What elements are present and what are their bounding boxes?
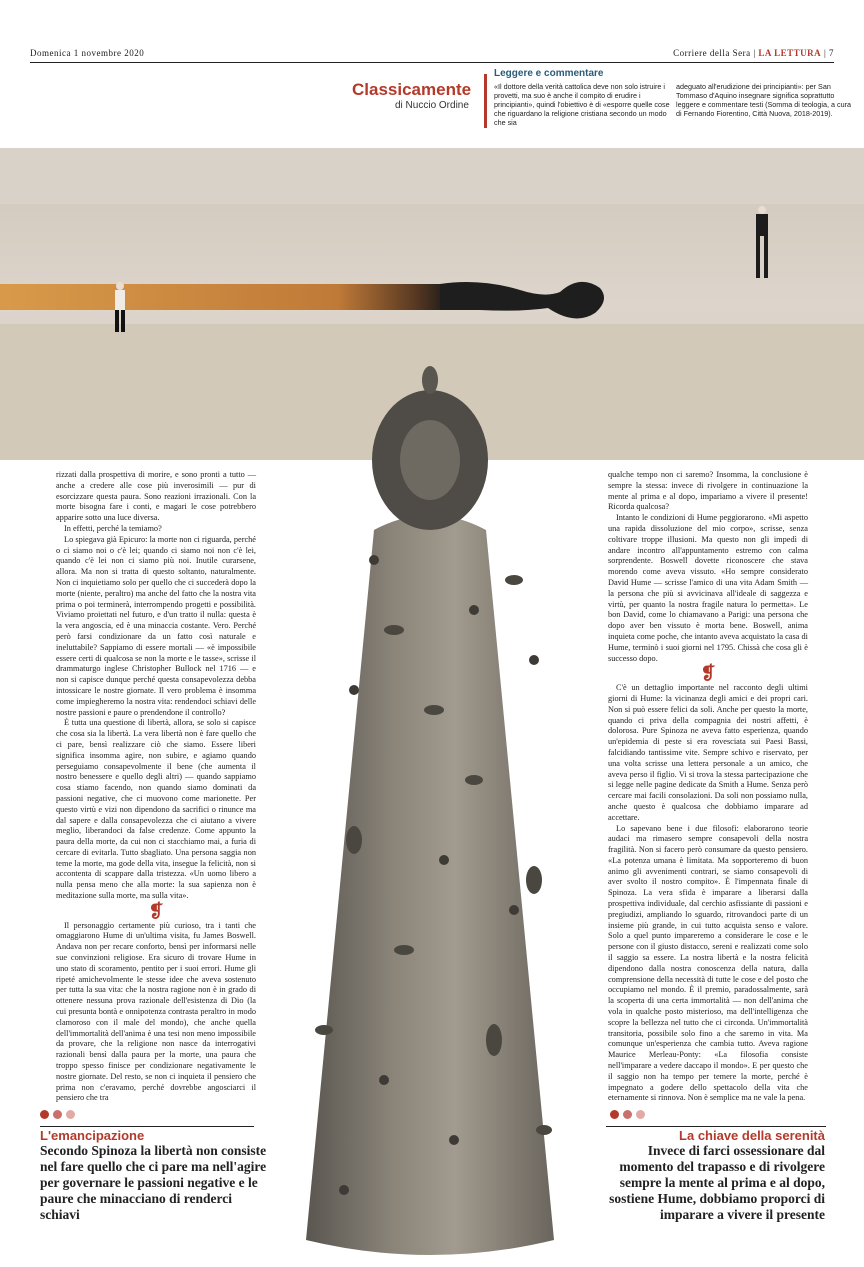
- article-column-left: [56, 470, 256, 1104]
- paragraph: È tutta una questione di libertà, allora, se solo si capisce che cosa sia la libertà. La vera libertà non è fare quello che ci pare, bensì realizzare ciò che siamo. Essere liberi significa insomma agire, non subire, e agiamo quando perseguiamo consapevolmente il bene (che aumenta il nostro benessere e quello degli altri) — quando sappiamo cosa stiamo facendo, non quando siamo dominati da passioni negative, che ci muovono come marionette. Per questo virtù e vizi non dipendono da sacrifici o rinunce ma dal sapere e dalla consapevolezza che ci aiutano a vivere meglio, liberandoci da false credenze. Come appunto la paura della morte, da cui non ci stacchiamo mai, a furia di cercare di evitarla. Tutto sbagliato. Una persona saggia non teme la morte, ma gode della vita, insegue la felicità, non si accontenta di scappare dalla tristezza. «Un uomo libero a nulla pensa meno che alla morte: la sua sapienza non è meditazione sulla morte, ma sulla vita».: [56, 718, 256, 901]
- statue-svg: [254, 360, 606, 1262]
- pullquote-left-body: Secondo Spinoza la libertà non consiste nel fare quello che ci pare ma nell'agire per governare le passioni negative e le paure che minacciano di renderci schiavi: [40, 1143, 267, 1222]
- paragraph: Il personaggio certamente più curioso, tra i tanti che omaggiarono Hume di un'ultima visita, fu James Boswell. Andava non per recare conforto, bensì per informarsi nelle sue convinzioni religiose. Era sicuro di trovare Hume in uno stato di scoramento, pentito per i suoi errori. Hume gli ripeté amichevolmente le stesse idee che aveva sostenuto per tutta la sua vita: che la nostra ragione non è in grado di ottenere nessuna prova razionale dell'esistenza di Dio (la cui presunta bontà e onnipotenza contrasta peraltro in modo clamoroso con il male del mondo), che anche quella dell'immortalità dell'anima è una tesi non meno impossibile da provare, che la religione non nasce da interrogativi razionali bensì dalla paura per la morte, una paura che troppo spesso finisce per condizionare negativamente le nostre giornate. Del resto, se non ci inquieta il pensiero che prima non c'eravamo, perché dovrebbe angosciarci il pensiero che tra: [56, 920, 256, 1103]
- dot: [40, 1110, 49, 1119]
- dot: [53, 1110, 62, 1119]
- box-title: Leggere e commentare: [494, 68, 604, 79]
- dot: [66, 1110, 75, 1119]
- pullquote-right-rule: [606, 1126, 826, 1127]
- dot: [610, 1110, 619, 1119]
- match-stick: [0, 284, 450, 310]
- pullquote-left: [40, 1128, 270, 1223]
- pullquote-right-title: La chiave della serenità: [679, 1128, 825, 1143]
- box-column-1: «Il dottore della verità cattolica deve non solo istruire i provetti, ma suo è anche il compito di erudire i principianti», quindi l'obiettivo è di «esporre quelle cose che riguardano la religione cristiana secondo un modo che sia: [494, 82, 670, 127]
- masthead: Corriere della Sera | LA LETTURA | 7: [673, 48, 834, 58]
- rubric-title: Classicamente: [352, 80, 472, 99]
- pullquote-right-body: Invece di farci ossessionare dal momento del trapasso e di rivolgere sempre la mente al prima e al dopo, sostiene Hume, dobbiamo proporci di imparare a vivere il presente: [609, 1143, 825, 1222]
- statue-robe: [306, 515, 554, 1255]
- paragraph: Lo sapevano bene i due filosofi: elaborarono teorie audaci ma rimasero sempre consapevoli della nostra fragilità. Non si facero però consumare da questo pensiero. «La potenza umana è limitata. Ma sopporteremo di buon animo gli avvenimenti contrari, se siamo consapevoli di aver svolto il nostro compito». È l'impennata finale di Spinoza. La vera sfida è imparare a liberarsi dalla prospettiva individuale, dal cerchio asfissiante di passioni e pregiudizi, ampliando lo sguardo, ritrovandoci parte di un insieme più grande, in cui tutto acquista senso e valore. Solo a quel punto impareremo a considerare le cose e le persone con il giusto distacco, sereni e realizzati come solo il saggio sa essere. La nostra libertà e la nostra felicità dipendono dalla nostra conoscenza della natura, dalla comprensione della necessità di tutte le cose e del posto che occupiamo nel mondo. È il premio, paradossalmente, sarà la scoperta di una certa immortalità — non dell'anima che vola in qualche posto misterioso, ma dell'intelligenza che scopre la bellezza nel tutto che ci circonda. Un'immortalità transitoria, possibile solo fino a che saremo in vita. Ma comunque un'esperienza che cambia tutto. Aveva ragione Maurice Merleau-Ponty: «La filosofia consiste nell'imparare a vedere daccapo il mondo». E per questo che il saggio non ha tempo per temere la morte, perché è impegnato a godere dello spettacolo della vita che eternamente si rinnova. Non è semplice ma ne vale la pena.: [608, 823, 808, 1103]
- article-column-right: [608, 470, 808, 1104]
- paragraph: Lo spiegava già Epicuro: la morte non ci riguarda, perché o ci siamo noi o c'è lei; quando ci siamo noi non c'è lei, quando c'è lei non ci siamo più noi. Inutile curarsene, allora. Ma non si tratta di questo soltanto, naturalmente. Non ci inquietiamo solo per quello che ci succederà dopo la morte (niente, peraltro) ma anche del fatto che la nostra vita prima o poi terminerà, interrompendo progetti e possibilità. Viviamo proiettati nel futuro, e d'un tratto il nulla: questa è la vera angoscia, ed è una minaccia costante. Vero. Perché però farsi condizionare da un fatto così naturale e ineluttabile? Sappiamo di essere mortali — «è impossibile essere certi di qualcosa se non la morte e le tasse», scrisse il drammaturgo inglese Christopher Bullock nel 1716 — e non si capisce dunque perché questa consapevolezza debba intossicare le nostre giornate. Il vero problema è insomma come impiegheremo la nostra vita: rendendoci schiavi delle nostre passioni e paure o prendendone il controllo?: [56, 534, 256, 717]
- byline: di Nuccio Ordine: [395, 100, 469, 111]
- pullquote-left-title: L'emancipazione: [40, 1128, 145, 1143]
- pullquote-right: [600, 1128, 825, 1223]
- paragraph: qualche tempo non ci saremo? Insomma, la conclusione è sempre la stessa: invece di rivolgere in continuazione la mente al prima e al dopo, impariamo a vivere il presente! Ricorda qualcosa?: [608, 470, 808, 512]
- section-glyph: ❡: [148, 900, 164, 921]
- paragraph: Intanto le condizioni di Hume peggiorarono. «Mi aspetto una rapida dissoluzione del mio corpo», scrisse, senza coltivare troppe illusioni. Ma questo non gli impedì di andare incontro all'appuntamento estremo con calma sorprendente. Boswell dovette riconoscere che stava morendo come aveva vissuto. «Ho sempre considerato David Hume — scrisse l'amico di una vita Adam Smith — la persona che più si avvicinava all'ideale di saggezza e virtù, per quanto la nostra fragile natura lo permetta». Le bon David, come lo chiamavano a Parigi: una persona che dopo aver ben vissuto è morta bene. Boswell, anima inquieta come poche, che intanto aveva acquistato la casa di Hume, terminò i suoi giorni nel 1795. Chissà che cosa gli è successo dopo.: [608, 513, 808, 663]
- statue-bird-top: [422, 366, 438, 394]
- dot: [636, 1110, 645, 1119]
- section-name: LA LETTURA: [758, 48, 822, 58]
- statue-face: [400, 420, 460, 500]
- paragraph: rizzati dalla prospettiva di morire, e sono pronti a tutto — anche a credere alle cose più inverosimili — pur di esorcizzare questa paura. Sono reazioni irrazionali. Con la morte bisogna fare i conti, e magari le cose potrebbero apparire sotto una luce diversa.: [56, 470, 256, 523]
- issue-date: Domenica 1 novembre 2020: [30, 48, 145, 58]
- spinoza-statue-photo: [254, 360, 606, 1262]
- dot: [623, 1110, 632, 1119]
- box-column-2: adeguato all'erudizione dei principianti»: per San Tommaso d'Aquino insegnare significa soprattutto leggere e commentare testi (Somma di teologia, a cura di Fernando Fiorentino, Città Nuova, 2018-2019).: [676, 82, 851, 118]
- paragraph: In effetti, perché la temiamo?: [64, 523, 162, 533]
- paper-name: Corriere della Sera: [673, 48, 751, 58]
- box-accent-rule: [484, 74, 487, 128]
- paragraph: C'è un dettaglio importante nel racconto degli ultimi giorni di Hume: la vicinanza degli amici e dei propri cari. Non si può essere felici da soli. Anche per questo la morte, quando ci priva della compagnia dei nostri affetti, è dolorosa. Pure Spinoza ne aveva fatto esperienza, quando un'epidemia di peste si era rovesciata sui Paesi Bassi, falcidiando tantissime vite. Sempre schivo e riservato, per una volta scrisse una lettera personale a un amico, che aveva perso il figlio. Vi si trova la stessa partecipazione che si legge nelle pagine dedicate da Smith a Hume. Senza però cercare mai facili consolazioni. Da soli non possiamo nulla, anche questo è qualcosa che dobbiamo imparare ad accettare.: [608, 683, 808, 822]
- header-rule: [30, 62, 834, 63]
- page-number: 7: [829, 48, 834, 58]
- section-glyph: ❡: [700, 663, 716, 684]
- pullquote-left-rule: [40, 1126, 254, 1127]
